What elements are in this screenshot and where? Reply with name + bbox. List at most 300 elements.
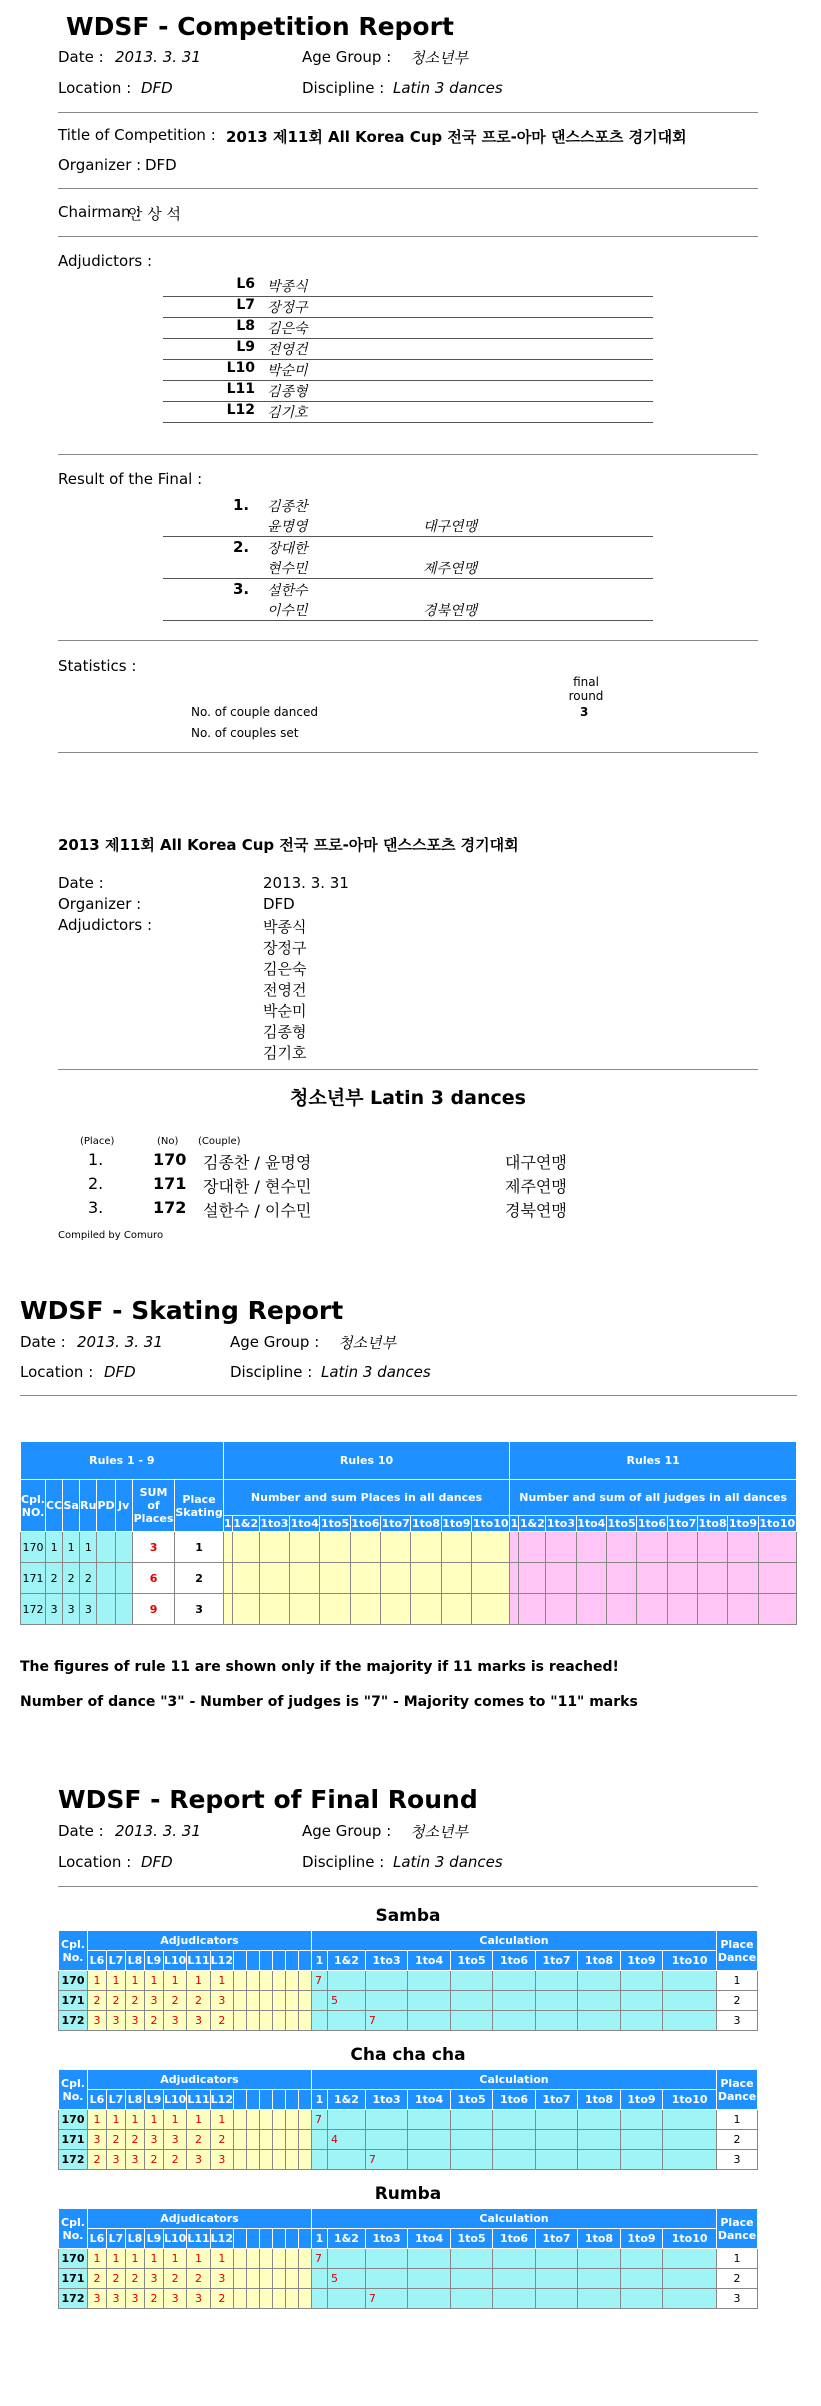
calc-cell	[493, 2289, 535, 2309]
calc-cell	[663, 2289, 717, 2309]
adjudicator-name: 장정구	[267, 300, 308, 316]
r10-cell	[350, 1532, 380, 1563]
summary-date-value: 2013. 3. 31	[263, 874, 349, 892]
judge-col-header: L6	[88, 2229, 107, 2249]
result-of-final-label: Result of the Final :	[58, 470, 203, 488]
r11-cell	[697, 1532, 727, 1563]
judge-col-header: L7	[107, 2229, 126, 2249]
calc-col-header: 1	[311, 2229, 327, 2249]
judge-mark	[259, 1971, 272, 1991]
calc-cell	[578, 2011, 620, 2031]
statistics-label: Statistics :	[58, 657, 137, 675]
adjudicator-row	[163, 339, 653, 360]
judge-mark: 1	[187, 1971, 210, 1991]
r10-cell	[223, 1532, 232, 1563]
summary-no: 170	[153, 1150, 187, 1169]
calc-cell	[620, 1971, 662, 1991]
calc-col-header: 1to5	[450, 2229, 492, 2249]
r11-cell	[546, 1563, 576, 1594]
judge-mark: 2	[126, 2130, 145, 2150]
sa-cell: 1	[63, 1532, 80, 1563]
judge-mark	[246, 2011, 259, 2031]
r10-cell	[411, 1563, 441, 1594]
col-couple-header: (Couple)	[198, 1136, 241, 1147]
r11-col: 1to10	[759, 1517, 796, 1530]
calc-cell	[535, 2110, 577, 2130]
judge-mark	[233, 2249, 246, 2269]
judge-mark: 1	[210, 2249, 233, 2269]
calculation-header: Calculation	[311, 2070, 716, 2090]
judge-col-header: L8	[126, 2229, 145, 2249]
jv-cell	[115, 1563, 132, 1594]
r10-cell	[290, 1532, 320, 1563]
calc-cell	[450, 1991, 492, 2011]
cpl-cell: 171	[59, 2130, 88, 2150]
dance-title: Samba	[375, 1906, 441, 1926]
judge-mark	[298, 2011, 311, 2031]
r10-cell	[472, 1532, 510, 1563]
skating-row	[21, 1563, 797, 1594]
r10-col: 1to3	[260, 1517, 289, 1530]
discipline-value: Latin 3 dances	[393, 79, 503, 97]
calc-cell	[663, 2130, 717, 2150]
calc-cell	[408, 2249, 450, 2269]
pd-cell	[97, 1532, 115, 1563]
cc-cell: 1	[46, 1532, 63, 1563]
r11-col: 1to3	[546, 1517, 575, 1530]
result-club: 제주연맹	[423, 561, 478, 577]
summary-club: 제주연맹	[505, 1177, 567, 1196]
judge-mark	[285, 2249, 298, 2269]
r11-cell	[728, 1594, 758, 1625]
judge-col-header: L11	[187, 2229, 210, 2249]
judge-mark: 3	[187, 2150, 210, 2170]
r10-cell	[472, 1594, 510, 1625]
adjudicator-row	[163, 276, 653, 297]
calc-cell	[663, 2249, 717, 2269]
r10-cell	[223, 1594, 232, 1625]
place-dance-cell: 1	[717, 2249, 758, 2269]
r11-col: 1to7	[668, 1517, 697, 1530]
r11-cell	[728, 1563, 758, 1594]
fr-age-group-value: 청소년부	[410, 1823, 468, 1841]
judge-mark	[285, 2269, 298, 2289]
r11-cell	[758, 1594, 796, 1625]
judge-col-header: L6	[88, 1951, 107, 1971]
calc-cell: 7	[311, 1971, 327, 1991]
calc-cell	[365, 2249, 407, 2269]
r11-col: 1to6	[637, 1517, 666, 1530]
calc-cell	[450, 1971, 492, 1991]
summary-no: 171	[153, 1174, 187, 1193]
summary-date-label: Date :	[58, 874, 104, 892]
calc-cell	[493, 1971, 535, 1991]
r10-cell	[441, 1594, 471, 1625]
judge-mark	[246, 2249, 259, 2269]
calc-cell	[620, 2110, 662, 2130]
result-club: 경북연맹	[423, 603, 478, 619]
calc-cell	[365, 1991, 407, 2011]
judge-mark: 1	[164, 2249, 187, 2269]
calc-col-header: 1to4	[408, 2229, 450, 2249]
judge-mark: 3	[210, 2150, 233, 2170]
r11-cell	[576, 1532, 606, 1563]
calc-col-header: 1to6	[493, 1951, 535, 1971]
r10-cell	[381, 1594, 411, 1625]
r11-col: 1to9	[728, 1517, 757, 1530]
judge-col-header	[298, 2229, 311, 2249]
adjudicator-code: L7	[236, 297, 255, 313]
skating-date-value: 2013. 3. 31	[77, 1333, 163, 1351]
judge-mark	[259, 2110, 272, 2130]
calc-cell	[311, 2289, 327, 2309]
judge-col-header: L11	[187, 1951, 210, 1971]
cpl-cell: 172	[59, 2289, 88, 2309]
place-dance-cell: 1	[717, 1971, 758, 1991]
judge-mark	[233, 1991, 246, 2011]
sum-cell: 9	[132, 1594, 175, 1625]
event-title: 청소년부 Latin 3 dances	[290, 1087, 526, 1109]
calc-cell	[493, 2269, 535, 2289]
judge-mark: 2	[187, 2269, 210, 2289]
majority-note: Number of dance "3" - Number of judges is "7" - Majority comes to "11" marks	[20, 1694, 638, 1710]
judge-col-header: L8	[126, 2090, 145, 2110]
judge-mark	[285, 2150, 298, 2170]
calc-cell	[450, 2289, 492, 2309]
judge-col-header	[246, 2090, 259, 2110]
judge-mark	[298, 2269, 311, 2289]
calc-col-header: 1to3	[365, 2229, 407, 2249]
adjudicators-header: Adjudicators	[88, 1931, 312, 1951]
calc-cell	[535, 2150, 577, 2170]
summary-adjudicator: 장정구	[263, 939, 307, 957]
r10-cell	[232, 1563, 259, 1594]
judge-mark	[259, 2249, 272, 2269]
judge-col-header	[285, 2229, 298, 2249]
divider	[58, 1069, 758, 1070]
place-dance-cell: 2	[717, 2130, 758, 2150]
judge-mark: 1	[88, 2110, 107, 2130]
calc-cell	[450, 2249, 492, 2269]
final-round-row	[59, 2150, 758, 2170]
judge-mark: 3	[126, 2289, 145, 2309]
calc-cell	[311, 1991, 327, 2011]
calc-cell	[663, 1991, 717, 2011]
judge-mark: 2	[126, 1991, 145, 2011]
result-follower: 이수민	[267, 603, 308, 619]
calc-cell	[663, 2150, 717, 2170]
judge-mark	[272, 2130, 285, 2150]
adjudicator-code: L9	[236, 339, 255, 355]
calc-cell	[578, 2130, 620, 2150]
skating-report-title: WDSF - Skating Report	[20, 1296, 344, 1325]
summary-place: 2.	[88, 1174, 104, 1193]
calc-cell: 7	[365, 2150, 407, 2170]
calc-col-header: 1to8	[578, 2229, 620, 2249]
calc-col-header: 1to7	[535, 2229, 577, 2249]
summary-place: 1.	[88, 1150, 104, 1169]
calc-col-header: 1to9	[620, 2090, 662, 2110]
calc-col-header: 1&2	[328, 2229, 366, 2249]
judge-mark	[272, 2289, 285, 2309]
calc-col-header: 1to8	[578, 1951, 620, 1971]
judge-mark: 2	[145, 2011, 164, 2031]
result-follower: 윤명영	[267, 519, 308, 535]
calc-cell	[493, 2110, 535, 2130]
calc-cell: 7	[365, 2011, 407, 2031]
judge-mark: 1	[88, 2249, 107, 2269]
place-cell: 1	[175, 1532, 223, 1563]
cpl-cell: 171	[59, 2269, 88, 2289]
final-round-row	[59, 2289, 758, 2309]
calc-col-header: 1to6	[493, 2229, 535, 2249]
calc-col-header: 1to5	[450, 1951, 492, 1971]
r11-cell	[728, 1532, 758, 1563]
calc-col-header: 1to9	[620, 1951, 662, 1971]
r11-cell	[519, 1563, 546, 1594]
calc-cell	[408, 1991, 450, 2011]
result-club: 대구연맹	[423, 519, 478, 535]
judge-col-header	[246, 2229, 259, 2249]
divider	[58, 188, 758, 189]
pd-cell	[97, 1563, 115, 1594]
calc-col-header: 1to5	[450, 2090, 492, 2110]
r11-col: 1to4	[577, 1517, 606, 1530]
jv-header: Jv	[115, 1480, 132, 1532]
calc-cell	[328, 2150, 366, 2170]
calc-cell	[578, 2150, 620, 2170]
calc-cell	[365, 2130, 407, 2150]
place-dance-header: Place Dance	[717, 1931, 758, 1971]
calc-cell	[311, 2130, 327, 2150]
calc-cell	[578, 2289, 620, 2309]
calc-col-header: 1to10	[663, 2090, 717, 2110]
calc-cell	[408, 1971, 450, 1991]
judge-mark: 3	[164, 2289, 187, 2309]
judge-mark	[259, 2011, 272, 2031]
result-place: 3.	[233, 580, 250, 598]
discipline-label: Discipline :	[302, 79, 385, 97]
judge-mark: 3	[107, 2150, 126, 2170]
summary-club: 대구연맹	[505, 1153, 567, 1172]
judge-mark: 2	[88, 1991, 107, 2011]
r11-col: 1to5	[607, 1517, 636, 1530]
r11-col: 1&2	[519, 1517, 545, 1530]
final-round-header: final round	[568, 675, 604, 703]
couples-danced-label: No. of couple danced	[191, 705, 318, 719]
calc-col-header: 1&2	[328, 2090, 366, 2110]
skating-age-group-value: 청소년부	[338, 1334, 396, 1352]
r11-cell	[637, 1594, 667, 1625]
calc-cell	[311, 2150, 327, 2170]
adjudicators-header: Adjudicators	[88, 2070, 312, 2090]
calc-col-header: 1to9	[620, 2229, 662, 2249]
calc-cell	[365, 2110, 407, 2130]
calc-cell	[328, 2011, 366, 2031]
calc-cell	[408, 2289, 450, 2309]
cpl-cell: 170	[59, 2249, 88, 2269]
summary-couple: 김종찬 / 윤명영	[203, 1153, 312, 1172]
judge-mark: 1	[126, 2110, 145, 2130]
result-leader: 장대한	[267, 541, 308, 557]
r10-col: 1to7	[381, 1517, 410, 1530]
r11-cell	[576, 1563, 606, 1594]
judge-col-header	[272, 2090, 285, 2110]
skating-date-label: Date :	[20, 1333, 66, 1351]
judge-col-header	[285, 2090, 298, 2110]
place-dance-cell: 3	[717, 2289, 758, 2309]
final-round-report-title: WDSF - Report of Final Round	[58, 1785, 478, 1814]
cpl-cell: 170	[59, 2110, 88, 2130]
cpl-cell: 171	[59, 1991, 88, 2011]
judge-mark: 1	[164, 2110, 187, 2130]
calc-col-header: 1	[311, 1951, 327, 1971]
date-label: Date :	[58, 48, 104, 66]
r10-cell	[232, 1532, 259, 1563]
result-row	[163, 580, 653, 621]
summary-adjudicators-label: Adjudictors :	[58, 916, 152, 934]
judge-col-header: L8	[126, 1951, 145, 1971]
calc-cell	[311, 2011, 327, 2031]
calc-cell	[620, 2289, 662, 2309]
judge-mark: 2	[210, 2130, 233, 2150]
title-of-competition-label: Title of Competition :	[58, 126, 216, 144]
calc-col-header: 1to4	[408, 2090, 450, 2110]
judge-mark: 3	[107, 2289, 126, 2309]
divider	[58, 112, 758, 113]
date-value: 2013. 3. 31	[115, 48, 201, 66]
skating-row	[21, 1532, 797, 1563]
rules-11-header: Rules 11	[510, 1442, 797, 1480]
judge-mark: 1	[145, 2110, 164, 2130]
calc-cell	[328, 2110, 366, 2130]
judge-col-header	[233, 2229, 246, 2249]
judge-col-header	[272, 2229, 285, 2249]
calc-cell	[450, 2110, 492, 2130]
judge-mark: 1	[187, 2249, 210, 2269]
judge-mark	[259, 2269, 272, 2289]
r11-cell	[606, 1594, 636, 1625]
r10-cell	[441, 1563, 471, 1594]
r10-cell	[441, 1532, 471, 1563]
calc-cell	[450, 2269, 492, 2289]
ru-header: Ru	[80, 1480, 97, 1532]
r10-cell	[411, 1594, 441, 1625]
judge-mark: 3	[210, 2269, 233, 2289]
sa-cell: 2	[63, 1563, 80, 1594]
judge-mark: 1	[107, 1971, 126, 1991]
summary-adjudicator: 김은숙	[263, 960, 307, 978]
judge-mark: 3	[126, 2150, 145, 2170]
calc-cell	[328, 2289, 366, 2309]
place-dance-header: Place Dance	[717, 2209, 758, 2249]
judge-mark: 1	[126, 2249, 145, 2269]
calc-cell	[311, 2269, 327, 2289]
judge-mark	[272, 1991, 285, 2011]
summary-place: 3.	[88, 1198, 104, 1217]
fr-discipline-value: Latin 3 dances	[393, 1853, 503, 1871]
final-round-table	[58, 2208, 758, 2309]
competition-report-title: WDSF - Competition Report	[66, 12, 454, 41]
calc-col-header: 1to6	[493, 2090, 535, 2110]
r10-cell	[232, 1594, 259, 1625]
judge-mark: 2	[145, 2150, 164, 2170]
couples-set-label: No. of couples set	[191, 726, 299, 740]
r10-col: 1to10	[472, 1517, 509, 1530]
calc-cell	[493, 2130, 535, 2150]
summary-row	[0, 1174, 821, 1196]
judge-mark	[233, 2110, 246, 2130]
r10-col: 1to8	[411, 1517, 441, 1530]
r10-col: 1to5	[320, 1517, 350, 1530]
final-round-row	[59, 1991, 758, 2011]
calc-col-header: 1to10	[663, 1951, 717, 1971]
location-label: Location :	[58, 79, 132, 97]
judge-col-header	[259, 1951, 272, 1971]
place-cell: 2	[175, 1563, 223, 1594]
calc-cell	[328, 2249, 366, 2269]
adjudicator-row	[163, 297, 653, 318]
place-cell: 3	[175, 1594, 223, 1625]
r10-cell	[320, 1594, 350, 1625]
adjudicator-row	[163, 381, 653, 402]
result-follower: 현수민	[267, 561, 308, 577]
divider	[58, 640, 758, 641]
judge-mark	[233, 2269, 246, 2289]
r10-col: 1&2	[233, 1517, 259, 1530]
col-place-header: (Place)	[80, 1136, 115, 1147]
summary-club: 경북연맹	[505, 1201, 567, 1220]
judge-mark	[233, 2289, 246, 2309]
final-round-row	[59, 2110, 758, 2130]
adjudicator-row	[163, 318, 653, 339]
r11-cell	[546, 1594, 576, 1625]
adjudicator-name: 전영건	[267, 342, 308, 358]
cpl-no-header: Cpl. No.	[59, 2209, 88, 2249]
calc-cell	[450, 2150, 492, 2170]
sum-cell: 3	[132, 1532, 175, 1563]
r10-cell	[350, 1594, 380, 1625]
calc-cell: 7	[311, 2249, 327, 2269]
judge-mark: 2	[88, 2150, 107, 2170]
place-skating-header: Place Skating	[175, 1480, 223, 1532]
sa-header: Sa	[63, 1480, 80, 1532]
divider	[58, 236, 758, 237]
fr-age-group-label: Age Group :	[302, 1822, 392, 1840]
judge-mark	[298, 2289, 311, 2309]
result-row	[163, 538, 653, 579]
skating-table	[20, 1441, 797, 1625]
ru-cell: 2	[80, 1563, 97, 1594]
calc-col-header: 1to7	[535, 2090, 577, 2110]
compiled-by: Compiled by Comuro	[58, 1230, 164, 1241]
r10-cell	[259, 1532, 289, 1563]
calc-cell	[535, 1971, 577, 1991]
dance-title: Cha cha cha	[350, 2045, 466, 2065]
calc-cell: 5	[328, 2269, 366, 2289]
r11-cell	[637, 1563, 667, 1594]
judge-col-header: L10	[164, 1951, 187, 1971]
r11-cell	[606, 1532, 636, 1563]
calc-cell	[535, 2249, 577, 2269]
calc-cell: 5	[328, 1991, 366, 2011]
calc-col-header: 1	[311, 2090, 327, 2110]
summary-couple: 설한수 / 이수민	[203, 1201, 312, 1220]
chairman-value: 안 상 석	[128, 205, 182, 223]
judge-col-header: L11	[187, 2090, 210, 2110]
result-place: 2.	[233, 538, 250, 556]
judge-mark: 2	[210, 2011, 233, 2031]
